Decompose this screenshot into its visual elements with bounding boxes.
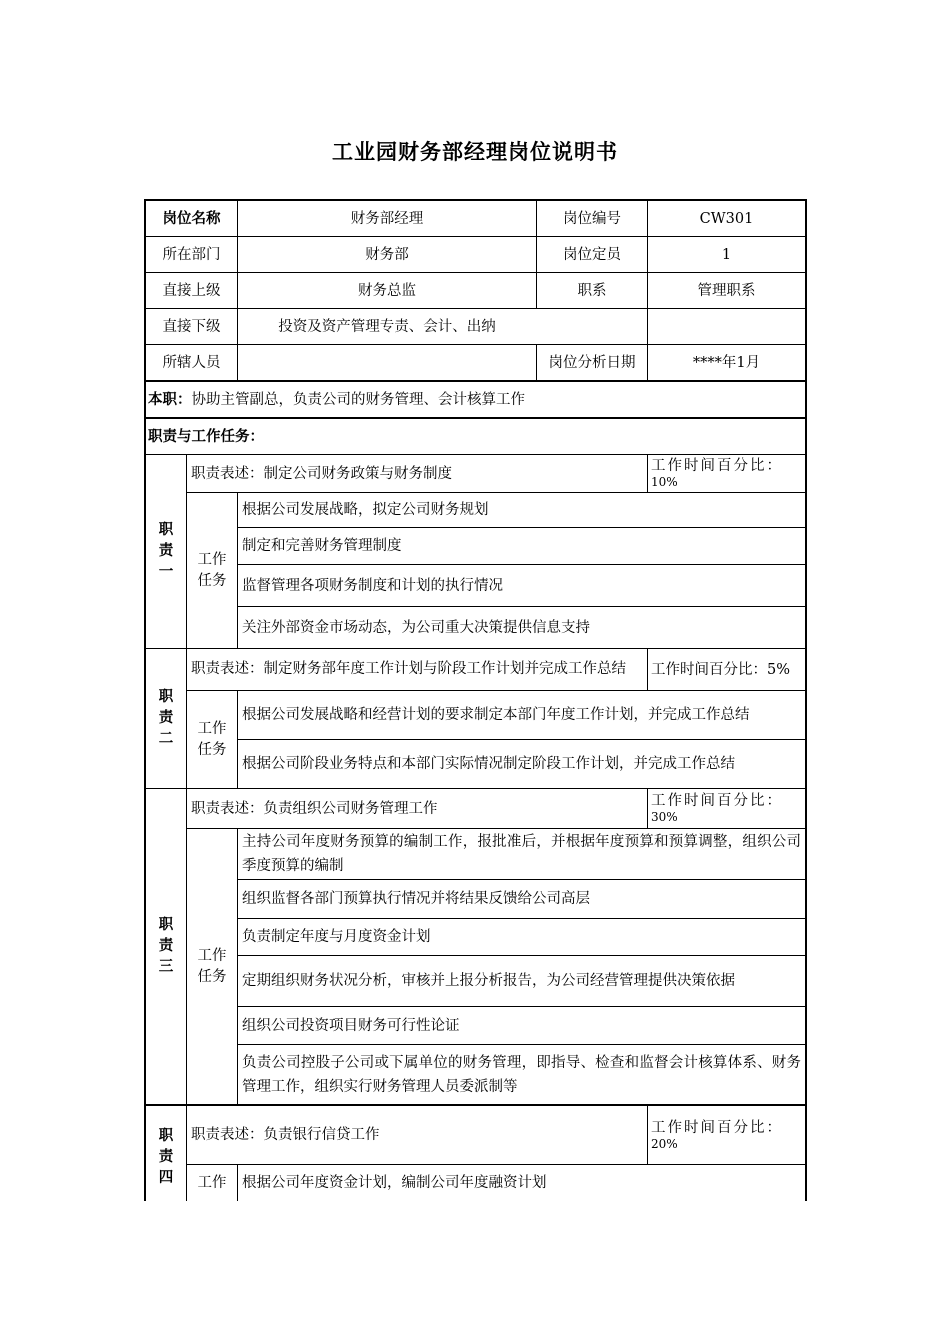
dept-label: 所在部门 <box>162 246 221 263</box>
superior-label: 直接上级 <box>162 282 221 299</box>
duty-2-pct: 工作时间百分比：5% <box>651 661 791 678</box>
duty-1-desc: 职责表述：制定公司财务政策与财务制度 <box>191 465 452 482</box>
main-duty-text: 协助主管副总，负责公司的财务管理、会计核算工作 <box>191 391 525 408</box>
superior-value: 财务总监 <box>358 282 416 299</box>
duty-2-task-label: 工作 任务 <box>197 720 227 758</box>
subordinate-label: 直接下级 <box>162 318 221 335</box>
pos-no-value: CW301 <box>699 210 754 227</box>
series-value: 管理职系 <box>697 282 756 299</box>
duty-3-task-4: 定期组织财务状况分析，审核并上报分析报告，为公司经营管理提供决策依据 <box>242 973 735 989</box>
duty-3-task-label: 工作 任务 <box>197 947 227 985</box>
subordinate-value: 投资及资产管理专责、会计、出纳 <box>278 318 496 335</box>
duty-3-pct: 工作时间百分比： 30% <box>651 793 783 824</box>
duty-3-label: 职 责 三 <box>158 917 174 975</box>
duty-1-task-1: 根据公司发展战略，拟定公司财务规划 <box>242 502 489 518</box>
duty-3-task-1: 主持公司年度财务预算的编制工作，报批准后，并根据年度预算和预算调整，组织公司季度预算的编制 <box>242 834 801 874</box>
quota-value: 1 <box>721 246 732 263</box>
duty-3-desc: 职责表述：负责组织公司财务管理工作 <box>191 800 438 817</box>
duty-4-label: 职 责 四 <box>158 1128 174 1186</box>
main-duty-label: 本职： <box>148 391 192 408</box>
duty-3-task-5: 组织公司投资项目财务可行性论证 <box>242 1017 460 1034</box>
duty-2-task-2: 根据公司阶段业务特点和本部门实际情况制定阶段工作计划，并完成工作总结 <box>242 756 735 772</box>
duties-header: 职责与工作任务： <box>148 428 264 445</box>
duty-4-pct: 工作时间百分比： 20% <box>651 1119 783 1151</box>
duty-4-desc: 职责表述：负责银行信贷工作 <box>191 1127 380 1143</box>
duty-1-label: 职 责 一 <box>158 522 174 580</box>
duty-2-desc: 职责表述：制定财务部年度工作计划与阶段工作计划并完成工作总结 <box>191 661 626 677</box>
duty-4-task-1: 根据公司年度资金计划，编制公司年度融资计划 <box>242 1175 547 1191</box>
duty-1-task-label: 工作 任务 <box>197 551 227 589</box>
page-title: 工业园财务部经理岗位说明书 <box>332 140 618 164</box>
duty-1-task-2: 制定和完善财务管理制度 <box>242 538 402 554</box>
duty-3-task-3: 负责制定年度与月度资金计划 <box>242 929 431 945</box>
duty-1-pct: 工作时间百分比： 10% <box>651 458 783 489</box>
duty-3-task-2: 组织监督各部门预算执行情况并将结果反馈给公司高层 <box>242 891 590 907</box>
quota-label: 岗位定员 <box>563 246 621 263</box>
series-label: 职系 <box>577 282 607 299</box>
duty-4-task-label: 工作 <box>197 1175 227 1191</box>
duty-2-label: 职 责 二 <box>158 689 174 747</box>
pos-name-label: 岗位名称 <box>162 210 221 227</box>
dept-value: 财务部 <box>365 246 409 263</box>
staff-label: 所辖人员 <box>162 354 221 371</box>
pos-no-label: 岗位编号 <box>563 210 621 227</box>
pos-name-value: 财务部经理 <box>350 210 424 227</box>
analysis-date-label: 岗位分析日期 <box>548 354 636 371</box>
duty-2-task-1: 根据公司发展战略和经营计划的要求制定本部门年度工作计划，并完成工作总结 <box>242 707 750 723</box>
analysis-date-value: ****年1月 <box>692 354 761 371</box>
duty-3-task-6: 负责公司控股子公司或下属单位的财务管理，即指导、检查和监督会计核算体系、财务管理工作，组织实行财务管理人员委派制等 <box>242 1054 801 1095</box>
staff-value <box>238 345 536 380</box>
subordinate-extra-empty <box>648 309 805 344</box>
duty-1-task-4: 关注外部资金市场动态，为公司重大决策提供信息支持 <box>242 619 590 636</box>
duty-1-task-3: 监督管理各项财务制度和计划的执行情况 <box>242 577 503 594</box>
main-duty-row <box>146 382 805 417</box>
